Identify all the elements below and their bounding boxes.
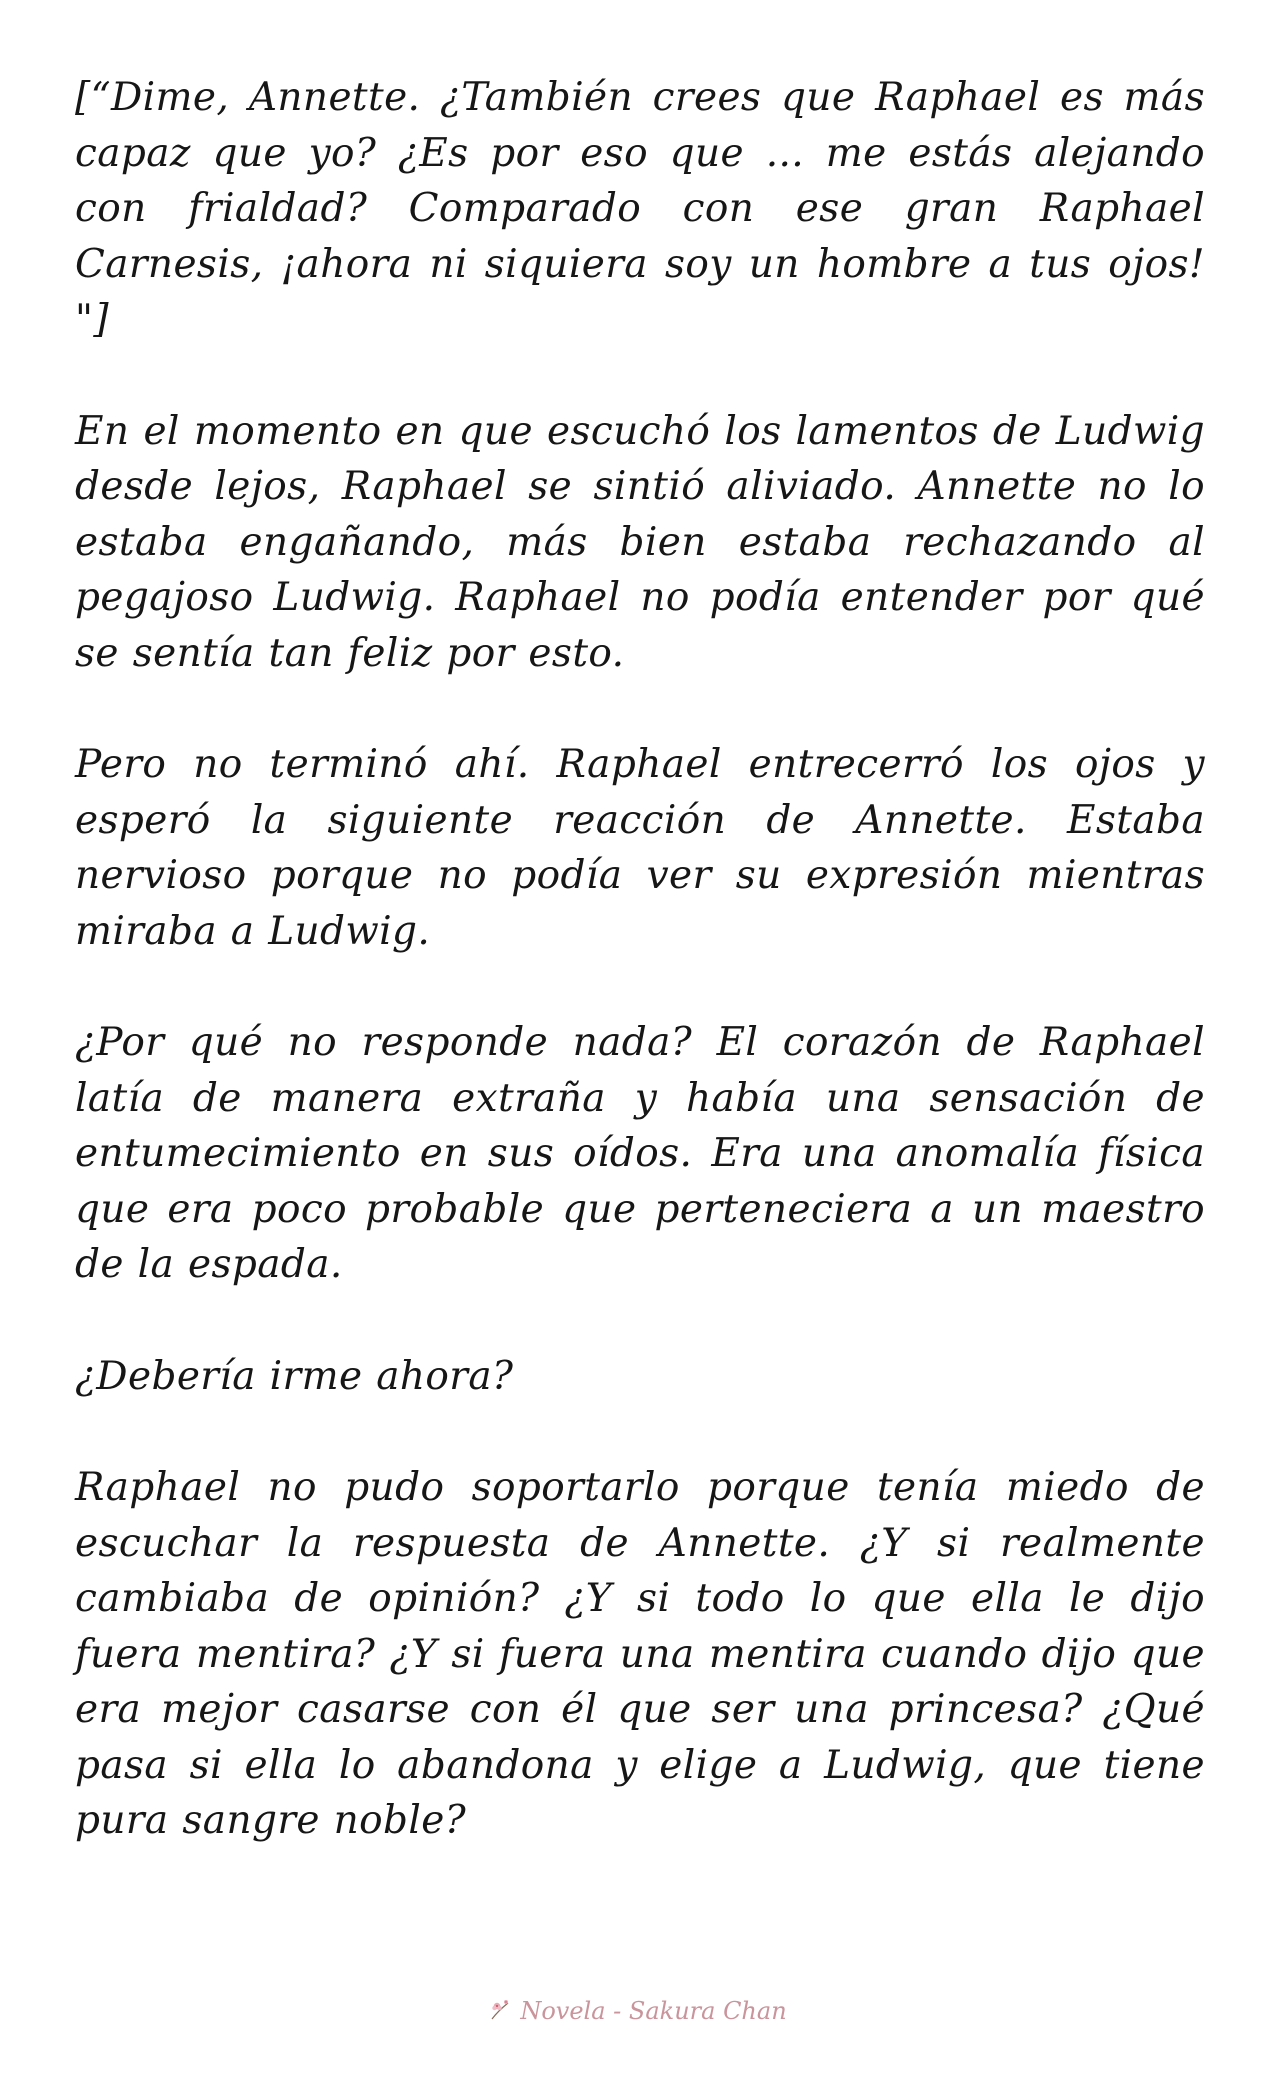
paragraph-1: [“Dime, Annette. ¿También crees que Raphael es más capaz que yo? ¿Es por eso que ... me estás alejando con frialdad? Comparado con ese gran Raphael Carnesis, ¡ahora ni siquiera soy un hombre a tus ojos! "] (75, 75, 1205, 342)
sakura-flower-icon (488, 1997, 514, 2023)
paragraph-6: Raphael no pudo soportarlo porque tenía miedo de escuchar la respuesta de Annette. ¿Y si realmente cambiaba de opinión? ¿Y si todo lo que ella le dijo fuera mentira? ¿Y si fuera una mentira cuando dijo que era mejor casarse con él que ser una princesa? ¿Qué pasa si ella lo abandona y elige a Ludwig, que tiene pura sangre noble? (75, 1465, 1205, 1843)
watermark-text: Novela - Sakura Chan (520, 1997, 787, 2025)
paragraph-5: ¿Debería irme ahora? (75, 1353, 514, 1399)
document-body (75, 70, 1205, 1905)
watermark (0, 1997, 1275, 2025)
paragraph-2: En el momento en que escuchó los lamentos de Ludwig desde lejos, Raphael se sintió aliviado. Annette no lo estaba engañando, más bien estaba rechazando al pegajoso Ludwig. Raphael no podía entender por qué se sentía tan feliz por esto. (75, 408, 1205, 676)
paragraph-4: ¿Por qué no responde nada? El corazón de Raphael latía de manera extraña y había una sensación de entumecimiento en sus oídos. Era una anomalía física que era poco probable que perteneciera a un maestro de la espada. (75, 1020, 1205, 1287)
paragraph-3: Pero no terminó ahí. Raphael entrecerró los ojos y esperó la siguiente reacción de Annette. Estaba nervioso porque no podía ver su expresión mientras miraba a Ludwig. (75, 742, 1205, 954)
